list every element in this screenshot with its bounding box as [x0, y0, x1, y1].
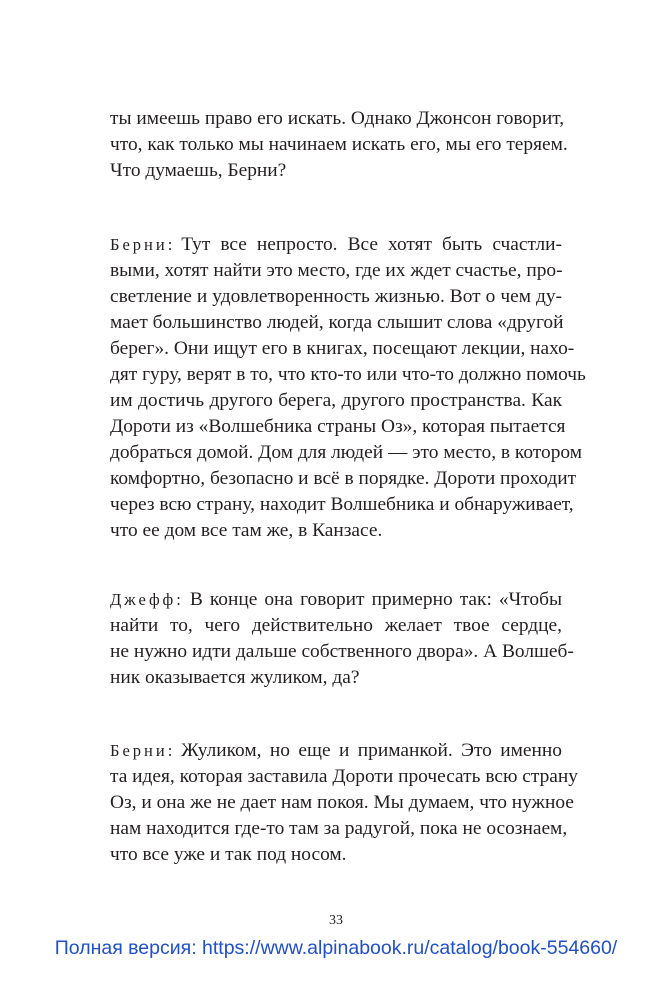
paragraph-1	[110, 106, 568, 184]
text-line: ты имеешь право его искать. Однако Джонсон говорит,	[110, 108, 565, 129]
paragraph-bernie-2	[110, 738, 578, 868]
text-line: Что думаешь, Берни?	[110, 160, 287, 181]
text-line: берег». Они ищут его в книгах, посещают лекции, нахо-	[110, 338, 575, 359]
text-line: что ее дом все там же, в Канзасе.	[110, 520, 383, 541]
text-line: Оз, и она же не дает нам покоя. Мы думаем, что нужное	[110, 792, 574, 813]
text-line: что, как только мы начинаем искать его, мы его теряем.	[110, 134, 568, 155]
text-fragment: Тут все непросто. Все хотят быть счастли-	[181, 234, 562, 255]
text-line: та идея, которая заставила Дороти прочесать всю страну	[110, 766, 578, 787]
text-line: мает большинство людей, когда слышит слова «другой	[110, 312, 564, 333]
speaker-name: Джефф:	[110, 590, 184, 609]
speaker-name: Берни:	[110, 235, 176, 254]
text-line: Дороти из «Волшебника страны Оз», которая пытается	[110, 416, 566, 437]
paragraph-bernie-1	[110, 232, 586, 544]
text-line: найти то, чего действительно желает твое сердце,	[110, 615, 562, 636]
text-line-with-speaker	[110, 738, 562, 764]
text-fragment: В конце она говорит примерно так: «Чтобы	[189, 589, 562, 610]
speaker-name: Берни:	[110, 741, 176, 760]
text-line: комфортно, безопасно и всё в порядке. Дороти проходит	[110, 468, 577, 489]
text-fragment: Жуликом, но еще и приманкой. Это именно	[181, 740, 562, 761]
page-number: 33	[329, 913, 343, 928]
text-line-with-speaker	[110, 587, 562, 613]
text-line: нам находится где-то там за радугой, пока не осознаем,	[110, 818, 568, 839]
text-line: им достичь другого берега, другого пространства. Как	[110, 390, 562, 411]
text-line: через всю страну, находит Волшебника и обнаруживает,	[110, 494, 574, 515]
paragraph-jeff	[110, 587, 574, 691]
text-line-with-speaker	[110, 232, 562, 258]
text-line: дят гуру, верят в то, что кто-то или что-то должно помочь	[110, 364, 586, 385]
full-version-link[interactable]: Полная версия: https://www.alpinabook.ru/catalog/book-554660/	[54, 937, 618, 959]
text-line: выми, хотят найти это место, где их ждет счастье, про-	[110, 260, 563, 281]
text-line: что все уже и так под носом.	[110, 844, 347, 865]
text-line: ник оказывается жуликом, да?	[110, 667, 360, 688]
text-line: не нужно идти дальше собственного двора». А Волшеб-	[110, 641, 574, 662]
text-line: добраться домой. Дом для людей — это место, в котором	[110, 442, 582, 463]
text-line: светление и удовлетворенность жизнью. Вот о чем ду-	[110, 286, 562, 307]
